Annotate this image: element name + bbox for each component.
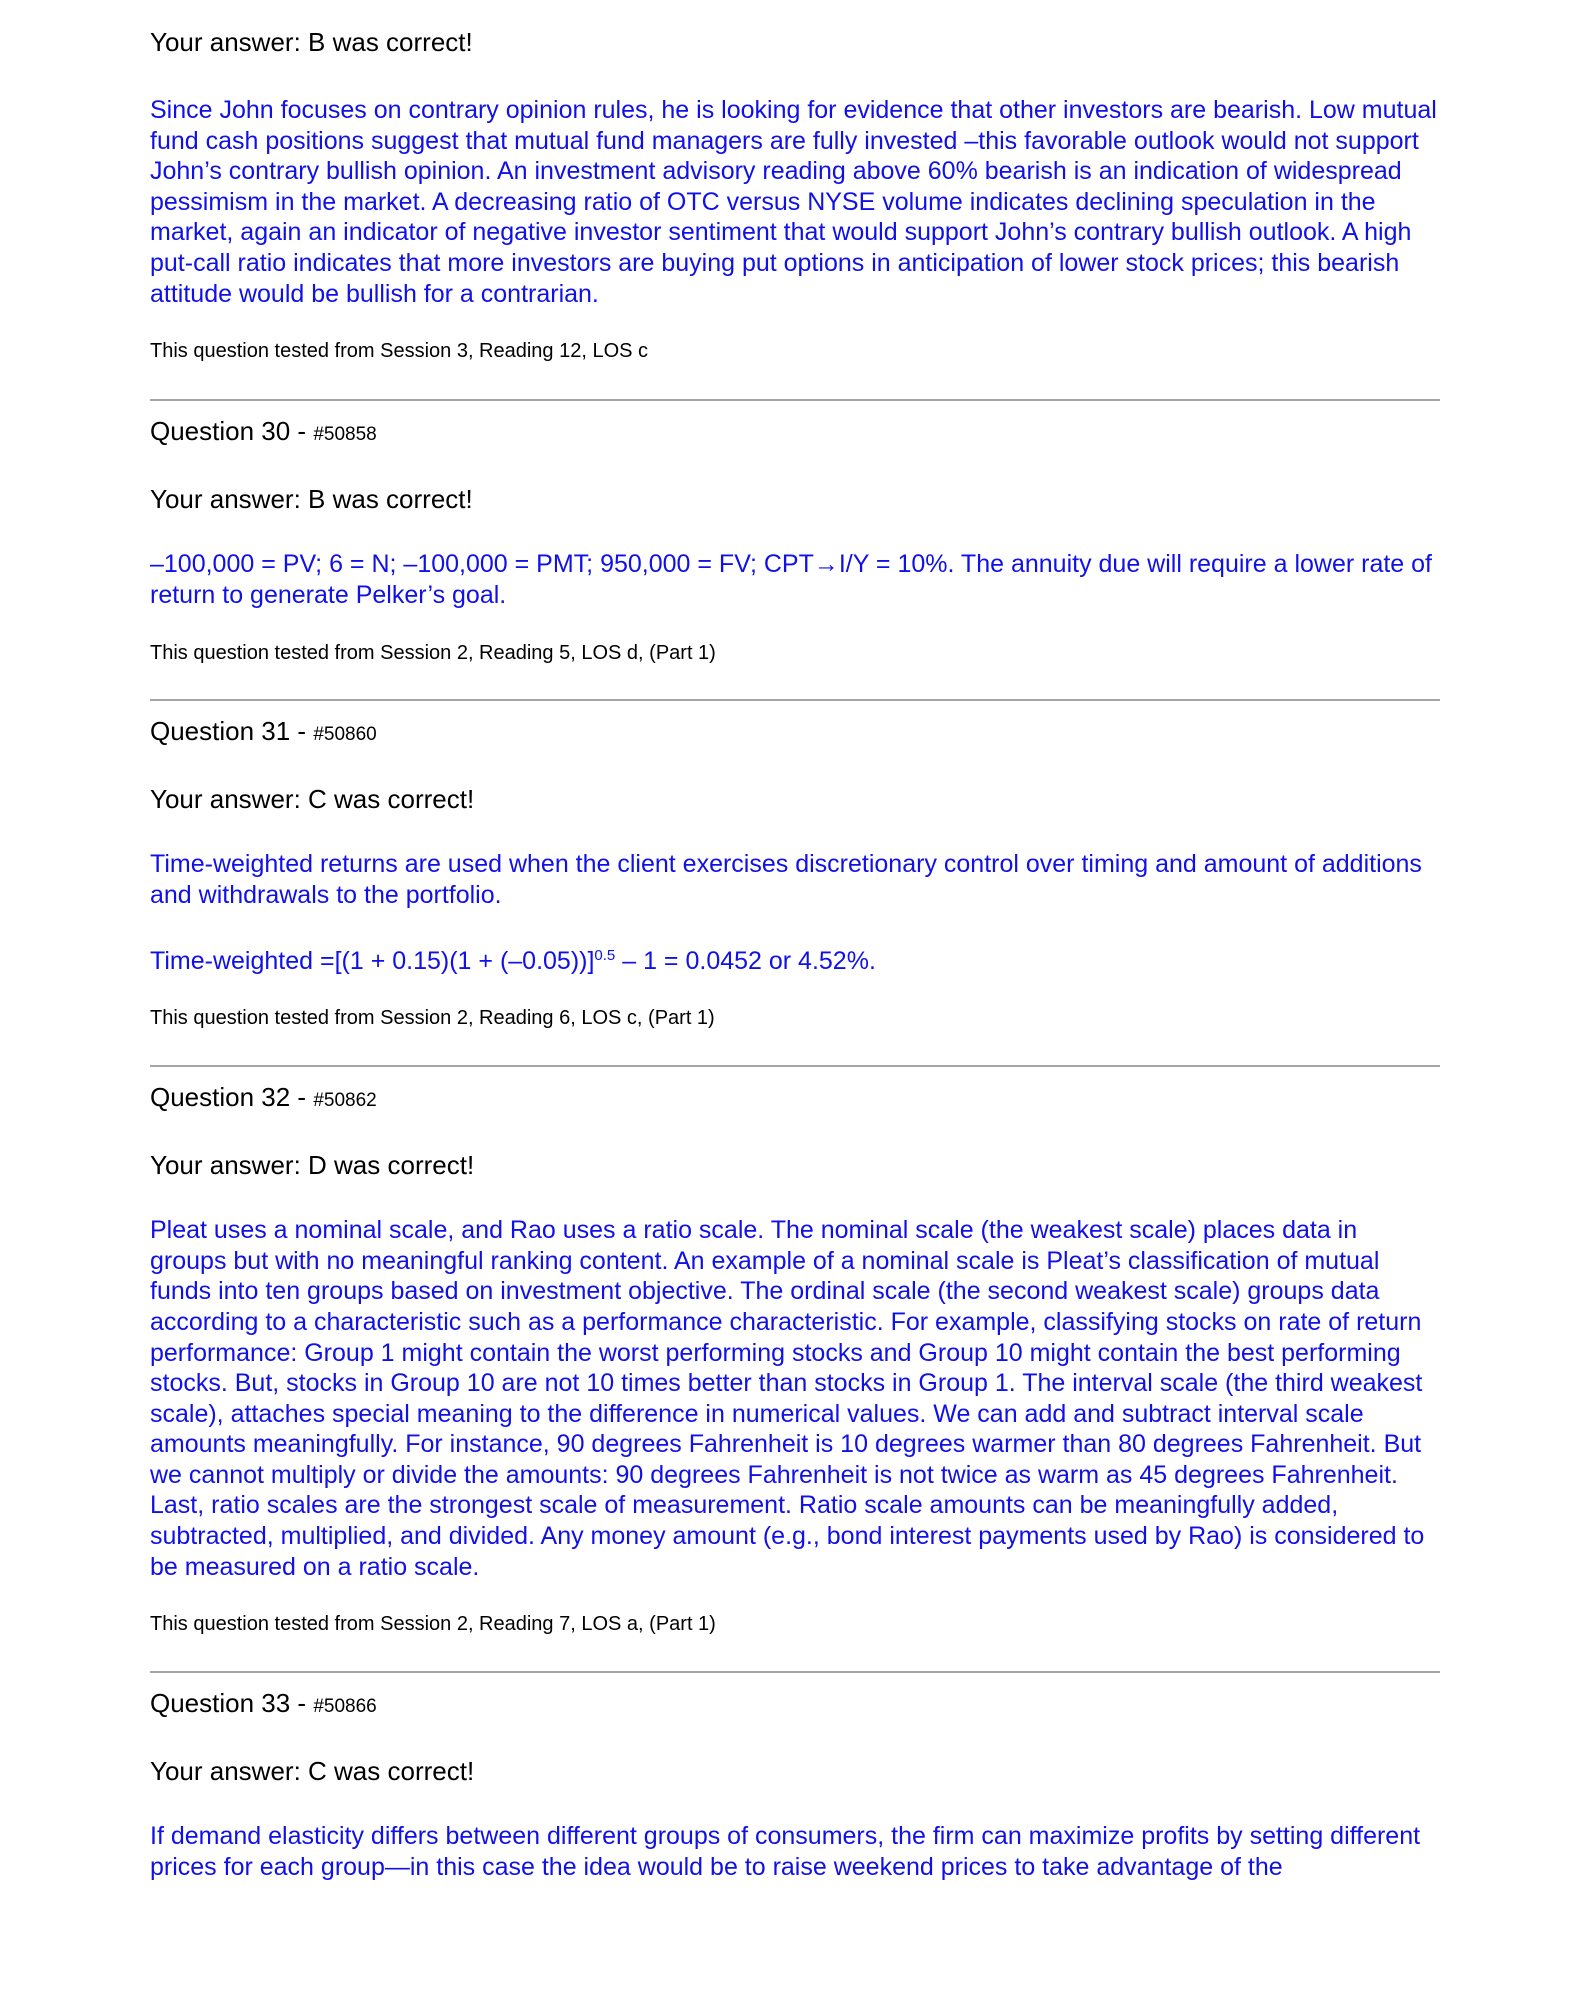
q31-explanation: Time-weighted returns are used when the client exercises discretionary control over timing and amount of additions and withdrawals to the portfolio. <box>150 850 1422 909</box>
q29-divider <box>150 399 1440 401</box>
q31-tested-from: This question tested from Session 2, Reading 6, LOS c, (Part 1) <box>150 1007 715 1030</box>
q33-answer-result: Your answer: C was correct! <box>150 1756 475 1787</box>
q31-divider <box>150 1065 1440 1067</box>
q29-answer-result: Your answer: B was correct! <box>150 27 473 57</box>
q31-formula-exponent: 0.5 <box>594 946 616 964</box>
q30-answer-result: Your answer: B was correct! <box>150 484 473 515</box>
q32-heading <box>150 1081 1440 1117</box>
q31-number: #50860 <box>313 724 377 746</box>
q33-number: #50866 <box>313 1696 377 1718</box>
q30-heading <box>150 415 1440 451</box>
q33-title: Question 33 - <box>150 1688 314 1719</box>
q31-formula <box>150 946 1440 977</box>
q30-title: Question 30 - <box>150 416 314 447</box>
q30-explanation: –100,000 = PV; 6 = N; –100,000 = PMT; 950,000 = FV; CPT→I/Y = 10%. The annuity due will require a lower rate of return to generate Pelker’s goal. <box>150 550 1433 609</box>
q32-explanation: Pleat uses a nominal scale, and Rao uses a ratio scale. The nominal scale (the weakest scale) places data in groups but with no meaningful ranking content. An example of a nominal scale is Pleat’s classification of mutual funds into ten groups based on investment objective. The ordinal scale (the second weakest scale) groups data according to a characteristic such as a performance characteristic. For example, classifying stocks on rate of return performance: Group 1 might contain the worst performing stocks and Group 10 might contain the best performing stocks. But, stocks in Group 10 are not 10 times better than stocks in Group 1. The interval scale (the third weakest scale), attaches special meaning to the difference in numerical values. We can add and subtract interval scale amounts meaningfully. For instance, 90 degrees Fahrenheit is 10 degrees warmer than 80 degrees Fahrenheit. But we cannot multiply or divide the amounts: 90 degrees Fahrenheit is not twice as warm as 45 degrees Fahrenheit. Last, ratio scales are the strongest scale of measurement. Ratio scale amounts can be meaningfully added, subtracted, multiplied, and divided. Any money amount (e.g., bond interest payments used by Rao) is considered to be measured on a ratio scale. <box>150 1216 1425 1581</box>
q29-explanation: Since John focuses on contrary opinion rules, he is looking for evidence that other investors are bearish. Low mutual fund cash positions suggest that mutual fund managers are fully invested –this favorable outlook would not support John’s contrary bullish opinion. An investment advisory reading above 60% bearish is an indication of widespread pessimism in the market. A decreasing ratio of OTC versus NYSE volume indicates declining speculation in the market, again an indicator of negative investor sentiment that would support John’s contrary bullish outlook. A high put-call ratio indicates that more investors are buying put options in anticipation of lower stock prices; this bearish attitude would be bullish for a contrarian. <box>150 96 1437 308</box>
document-page <box>150 26 1440 1882</box>
q31-title: Question 31 - <box>150 716 314 747</box>
q31-formula-result: – 1 = 0.0452 or 4.52%. <box>615 946 876 975</box>
q32-tested-from: This question tested from Session 2, Reading 7, LOS a, (Part 1) <box>150 1613 716 1636</box>
q31-heading <box>150 715 1440 751</box>
q32-answer-result: Your answer: D was correct! <box>150 1150 475 1181</box>
q33-heading <box>150 1687 1440 1723</box>
q30-tested-from: This question tested from Session 2, Reading 5, LOS d, (Part 1) <box>150 642 716 665</box>
q30-number: #50858 <box>313 424 377 446</box>
q31-formula-base: Time-weighted =[(1 + 0.15)(1 + (–0.05))] <box>150 946 595 975</box>
q32-number: #50862 <box>313 1090 377 1112</box>
q33-explanation: If demand elasticity differs between different groups of consumers, the firm can maximize profits by setting different prices for each group—in this case the idea would be to raise weekend prices to take advantage of the <box>150 1822 1421 1881</box>
q29-tested-from: This question tested from Session 3, Reading 12, LOS c <box>150 340 649 363</box>
q32-title: Question 32 - <box>150 1082 314 1113</box>
q31-answer-result: Your answer: C was correct! <box>150 784 475 815</box>
q32-divider <box>150 1671 1440 1673</box>
q30-divider <box>150 699 1440 701</box>
